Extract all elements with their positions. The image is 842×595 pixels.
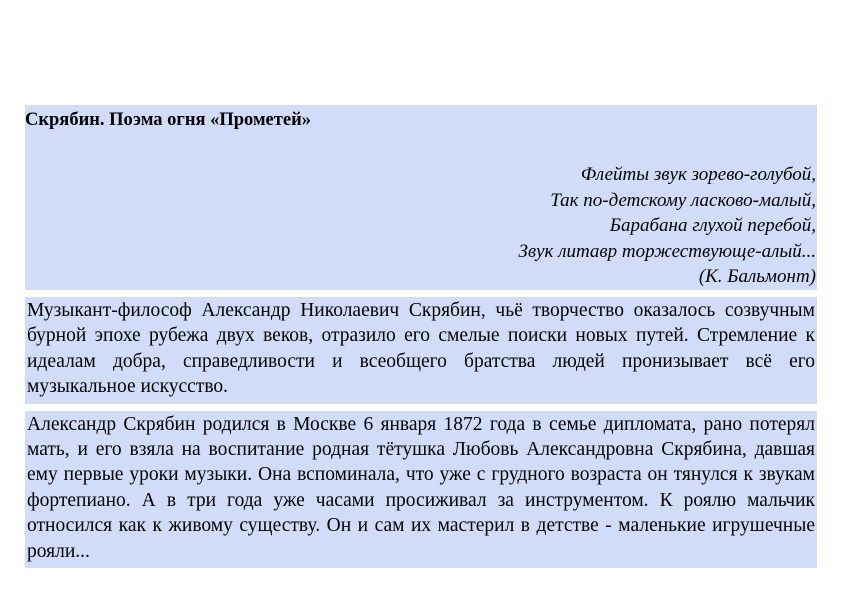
- poem-line: Звук литавр торжествующе-алый...: [518, 240, 816, 262]
- body-paragraph: Музыкант-философ Александр Николаевич Скрябин, чьё творчество оказалось созвучным бурной эпохе рубежа двух веков, отразило его смелые поиски новых путей. Стремление к идеалам добра, справедливости и всеобщего братства людей пронизывает всё его музыкальное искусство.: [27, 300, 815, 398]
- poem-epigraph: [518, 162, 816, 290]
- document-content: [25, 105, 817, 568]
- block-divider: [25, 404, 817, 411]
- body-paragraph: Александр Скрябин родился в Москве 6 января 1872 года в семье дипломата, рано потерял мать, и его взяла на воспитание родная тётушка Любовь Александровна Скрябина, давшая ему первые уроки музыки. Она вспоминала, что уже с грудного возраста он тянулся к звукам фортепиано. А в три года уже часами просиживал за инструментом. К роялю мальчик относился как к живому существу. Он и сам их мастерил в детстве - маленькие игрушечные рояли...: [27, 413, 815, 562]
- poem-line: Флейты звук зорево-голубой,: [580, 164, 816, 185]
- paragraph-block-2: [25, 411, 817, 568]
- document-title: Скрябин. Поэма огня «Прометей»: [25, 110, 311, 130]
- block-divider: [25, 290, 817, 297]
- poem-line: Так по-детскому ласково-малый,: [550, 189, 816, 211]
- title-block: [25, 105, 817, 290]
- poem-line: Барабана глухой перебой,: [609, 215, 816, 237]
- poem-attribution: (К. Бальмонт): [698, 266, 816, 288]
- paragraph-block-1: [25, 297, 817, 404]
